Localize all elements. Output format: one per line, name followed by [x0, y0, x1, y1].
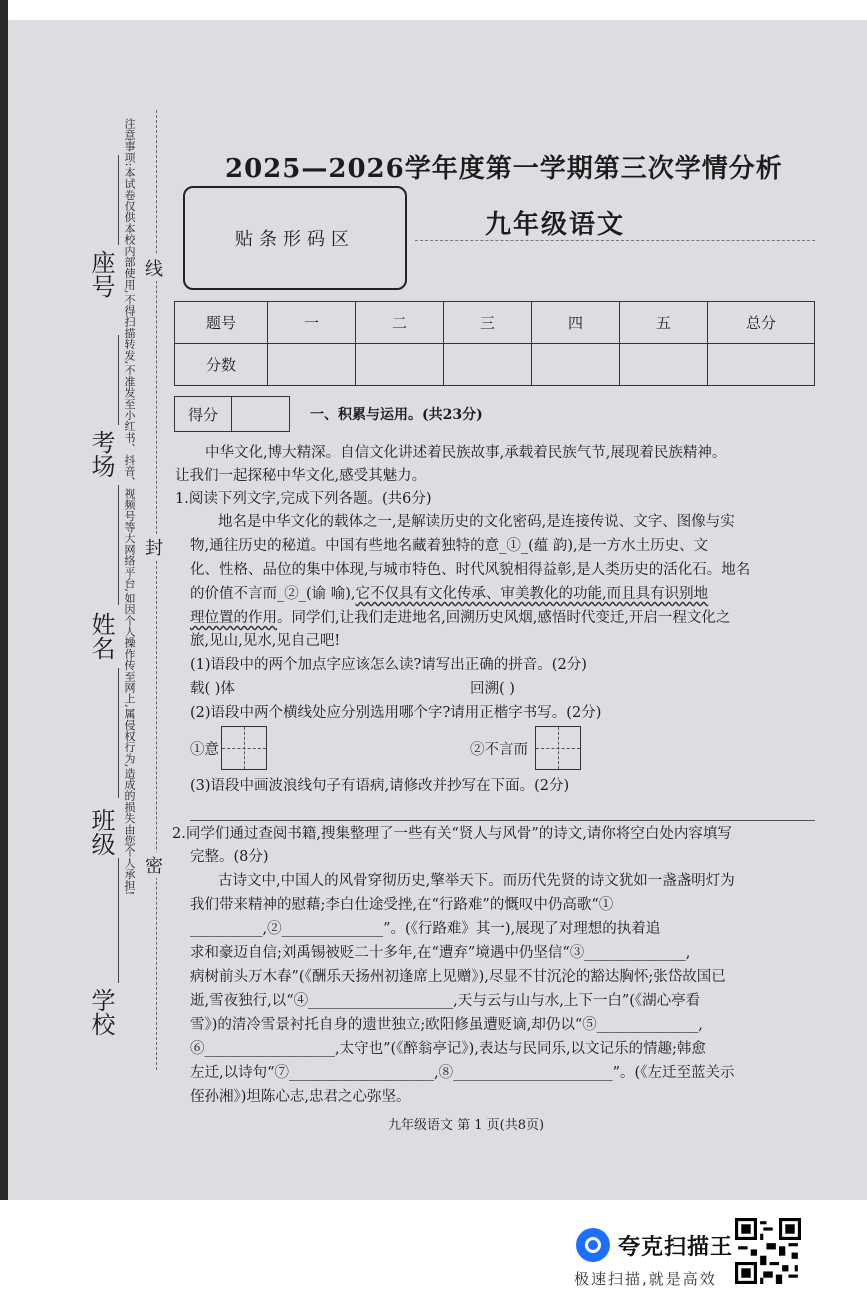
q1-sub2-label-b: ②不言而: [470, 742, 528, 758]
q2-line: 雪》)的清冷雪景衬托自身的遗世独立;欧阳修虽遭贬谪,却仍以“⑤______________,: [190, 1017, 703, 1033]
q1-passage-line: [190, 607, 730, 631]
score-blank[interactable]: [620, 344, 708, 386]
q1-passage-line: 地名是中华文化的载体之一,是解读历史的文化密码,是连接传说、文字、图像与实: [218, 514, 735, 530]
writing-grid-b[interactable]: [535, 726, 581, 770]
writing-grid-a[interactable]: [221, 726, 267, 770]
brand-logo-icon: [576, 1228, 610, 1262]
q1-sub1: (1)语段中的两个加点字应该怎么读?请写出正确的拼音。(2分): [190, 657, 587, 673]
barcode-area: [183, 186, 407, 290]
score-cell: 总分: [708, 302, 815, 344]
q2-line: 侄孙湘》)坦陈心志,忠君之心弥坚。: [190, 1089, 411, 1105]
score-table-header-row: [175, 302, 815, 344]
wavy-sentence: 理位置的作用: [190, 610, 277, 626]
score-blank[interactable]: [444, 344, 532, 386]
q2-line: ⑥__________________,太守也”(《醉翁亭记》),表达与民同乐,以文记乐的情趣;韩愈: [190, 1041, 706, 1057]
school-blank: [118, 858, 119, 983]
seal-char-feng: 封: [145, 534, 163, 560]
scanner-brand: [576, 1228, 733, 1262]
score-blank[interactable]: [708, 344, 815, 386]
q1-passage-text: 。同学们,让我们走进地名,回溯历史风烟,感悟时代变迁,开启一程文化之: [277, 610, 731, 626]
q2-line: __________,②______________”。(《行路难》其一),展现了对理想的执着追: [190, 921, 661, 937]
seal-line: [156, 110, 157, 1070]
q1-passage-line: [190, 583, 708, 607]
score-cell: 一: [268, 302, 356, 344]
barcode-label: 贴条形码区: [235, 229, 355, 250]
notice-text: 注意事项:本试卷仅供本校内部使用,不得扫描转发,不准发至小红书、抖音、视频号等大网络平台,如因个人操作传至网上,属侵权行为,造成的损失由您个人承担!: [123, 118, 136, 896]
answer-line[interactable]: [190, 820, 815, 821]
q1-passage-line: 旅,见山,见水,见自己吧!: [190, 633, 341, 649]
q1-sub2-label-a: ①意: [190, 742, 219, 758]
question-1-stem: 1.阅读下列文字,完成下列各题。(共6分): [175, 491, 432, 507]
q1-passage-text: 的价值不言而_②_(谕 喻),: [190, 586, 356, 602]
exam-subtitle: 九年级语文: [485, 210, 626, 240]
q2-line: 完整。(8分): [190, 849, 269, 865]
name-blank: [118, 485, 119, 605]
q2-line: 逝,雪夜独行,以“④____________________,天与云与山与水,上下一白”(《湖心亭看: [190, 993, 701, 1009]
score-cell: 二: [356, 302, 444, 344]
q1-sub2: (2)语段中两个横线处应分别选用哪个字?请用正楷字书写。(2分): [190, 705, 602, 721]
q2-line: 我们带来精神的慰藉;李白仕途受挫,在“行路难”的慨叹中仍高歌“①: [190, 897, 614, 913]
intro-line: 中华文化,博大精深。自信文化讲述着民族故事,承载着民族气节,展现着民族精神。: [205, 445, 727, 461]
page-footer: 九年级语文 第 1 页(共8页): [388, 1118, 545, 1133]
qr-code-icon: [735, 1218, 801, 1284]
name-label: 姓名: [87, 612, 115, 660]
exam-title: 2025—2026学年度第一学期第三次学情分析: [225, 154, 783, 184]
question-2-stem: 2.同学们通过查阅书籍,搜集整理了一些有关“贤人与风骨”的诗文,请你将空白处内容填写: [172, 826, 732, 842]
seat-label: 座号: [87, 250, 115, 298]
q1-passage-line: 物,通往历史的秘道。中国有些地名藏着独特的意_①_(蕴 韵),是一方水土历史、文: [190, 538, 709, 554]
score-blank[interactable]: [532, 344, 620, 386]
score-blank[interactable]: [356, 344, 444, 386]
brand-name: 夸克扫描王: [618, 1234, 734, 1260]
school-label: 学校: [87, 988, 115, 1036]
q2-line: 古诗文中,中国人的风骨穿彻历史,擎举天下。而历代先贤的诗文犹如一盏盏明灯为: [218, 873, 735, 889]
score-cell: 分数: [175, 344, 268, 386]
score-cell: 题号: [175, 302, 268, 344]
brand-slogan: 极速扫描,就是高效: [574, 1270, 717, 1288]
score-blank[interactable]: [268, 344, 356, 386]
score-cell: 五: [620, 302, 708, 344]
seat-blank: [118, 155, 119, 245]
score-cell: 三: [444, 302, 532, 344]
room-blank: [118, 335, 119, 425]
q2-line: 求和豪迈自信;刘禹锡被贬二十多年,在“遭弃”境遇中仍坚信“③______________,: [190, 945, 691, 961]
seal-char-mi: 密: [145, 852, 163, 878]
seal-char-xian: 线: [145, 255, 163, 281]
score-cell: 四: [532, 302, 620, 344]
section-score-label: 得分: [175, 397, 232, 431]
q1-sub1-answer-a[interactable]: 载( )体: [190, 681, 235, 697]
q1-sub3: (3)语段中画波浪线句子有语病,请修改并抄写在下面。(2分): [190, 778, 570, 794]
q2-line: 病树前头万木春”(《酬乐天扬州初逢席上见赠》),尽显不甘沉沦的豁达胸怀;张岱故国已: [190, 969, 726, 985]
q2-line: 左迁,以诗句“⑦____________________,⑧______________________”。(《左迁至蓝关示: [190, 1065, 735, 1081]
exam-room-label: 考场: [87, 430, 115, 478]
score-table: [174, 301, 815, 386]
wavy-sentence: 它不仅具有文化传承、审美教化的功能,而且具有识别地: [355, 586, 709, 602]
q1-sub1-answer-b[interactable]: 回溯( ): [470, 681, 515, 697]
section-score-box: [174, 396, 290, 432]
q1-passage-line: 化、性格、品位的集中体现,与城市特色、时代风貌相得益彰,是人类历史的活化石。地名: [190, 562, 751, 578]
section-heading: 一、积累与运用。(共23分): [310, 407, 483, 423]
score-table-score-row: [175, 344, 815, 386]
class-blank: [118, 668, 119, 798]
scan-edge: [0, 0, 8, 1200]
header-divider: [415, 240, 815, 285]
class-label: 班级: [87, 808, 115, 856]
intro-line: 让我们一起探秘中华文化,感受其魅力。: [175, 468, 427, 484]
